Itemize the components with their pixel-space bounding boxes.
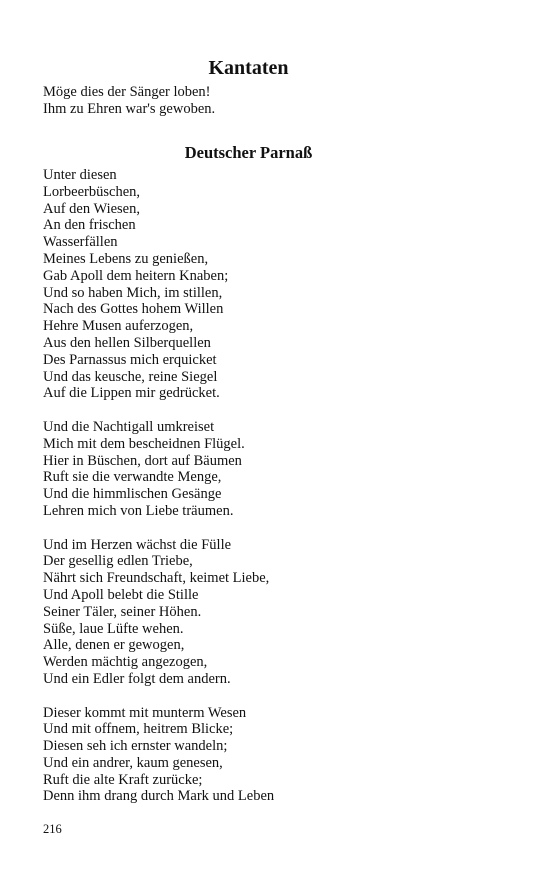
poem-line: Auf die Lippen mir gedrücket.: [43, 385, 220, 402]
poem-line: Und so haben Mich, im stillen,: [43, 284, 223, 301]
poem-line: Diesen seh ich ernster wandeln;: [43, 738, 228, 755]
poem-line: Und das keusche, reine Siegel: [43, 368, 218, 385]
intro-line: Ihm zu Ehren war's gewoben.: [43, 101, 216, 117]
poem-line: Wasserfällen: [43, 234, 118, 251]
poem-line: Und Apoll belebt die Stille: [43, 586, 199, 603]
poem-body: [43, 167, 274, 822]
poem-line: Gab Apoll dem heitern Knaben;: [43, 267, 229, 284]
poem-line: Süße, laue Lüfte wehen.: [43, 620, 184, 637]
poem-line: Hier in Büschen, dort auf Bäumen: [43, 452, 242, 469]
poem-line: Nährt sich Freundschaft, keimet Liebe,: [43, 570, 270, 587]
page-number: 216: [43, 822, 62, 836]
poem-line: Des Parnassus mich erquicket: [43, 351, 217, 368]
poem-line: Und die Nachtigall umkreiset: [43, 418, 215, 435]
poem-line: Ruft die alte Kraft zurücke;: [43, 771, 203, 788]
poem-line: Alle, denen er gewogen,: [43, 637, 185, 654]
poem-line: Lehren mich von Liebe träumen.: [43, 502, 234, 519]
stanza: [43, 419, 274, 520]
poem-line: Und ein andrer, kaum genesen,: [43, 754, 223, 771]
poem-line: Mich mit dem bescheidnen Flügel.: [43, 435, 245, 452]
poem-line: Denn ihm drang durch Mark und Leben: [43, 788, 275, 805]
poem-line: Nach des Gottes hohem Willen: [43, 301, 224, 318]
poem-line: Und ein Edler folgt dem andern.: [43, 670, 231, 687]
poem-line: Und die himmlischen Gesänge: [43, 486, 222, 503]
poem-line: Aus den hellen Silberquellen: [43, 334, 211, 351]
poem-line: Seiner Täler, seiner Höhen.: [43, 603, 202, 620]
poem-line: Dieser kommt mit munterm Wesen: [43, 704, 247, 721]
poem-line: Auf den Wiesen,: [43, 200, 140, 217]
poem-line: Hehre Musen auferzogen,: [43, 318, 194, 335]
poem-line: An den frischen: [43, 217, 136, 234]
stanza: [43, 167, 274, 402]
poem-line: Lorbeerbüschen,: [43, 183, 141, 200]
intro-line: Möge dies der Sänger loben!: [43, 84, 211, 100]
poem-line: Der gesellig edlen Triebe,: [43, 553, 193, 570]
poem-line: Unter diesen: [43, 167, 117, 183]
running-head: Kantaten: [208, 57, 289, 79]
poem-line: Und im Herzen wächst die Fülle: [43, 536, 232, 553]
poem-line: Und mit offnem, heitrem Blicke;: [43, 721, 234, 738]
poem-line: Ruft sie die verwandte Menge,: [43, 469, 222, 486]
stanza: [43, 705, 274, 806]
poem-line: Werden mächtig angezogen,: [43, 654, 208, 671]
stanza: [43, 537, 274, 688]
poem-line: Meines Lebens zu genießen,: [43, 250, 209, 267]
intro-couplet: [43, 84, 215, 118]
poem-title: Deutscher Parnaß: [184, 143, 313, 162]
